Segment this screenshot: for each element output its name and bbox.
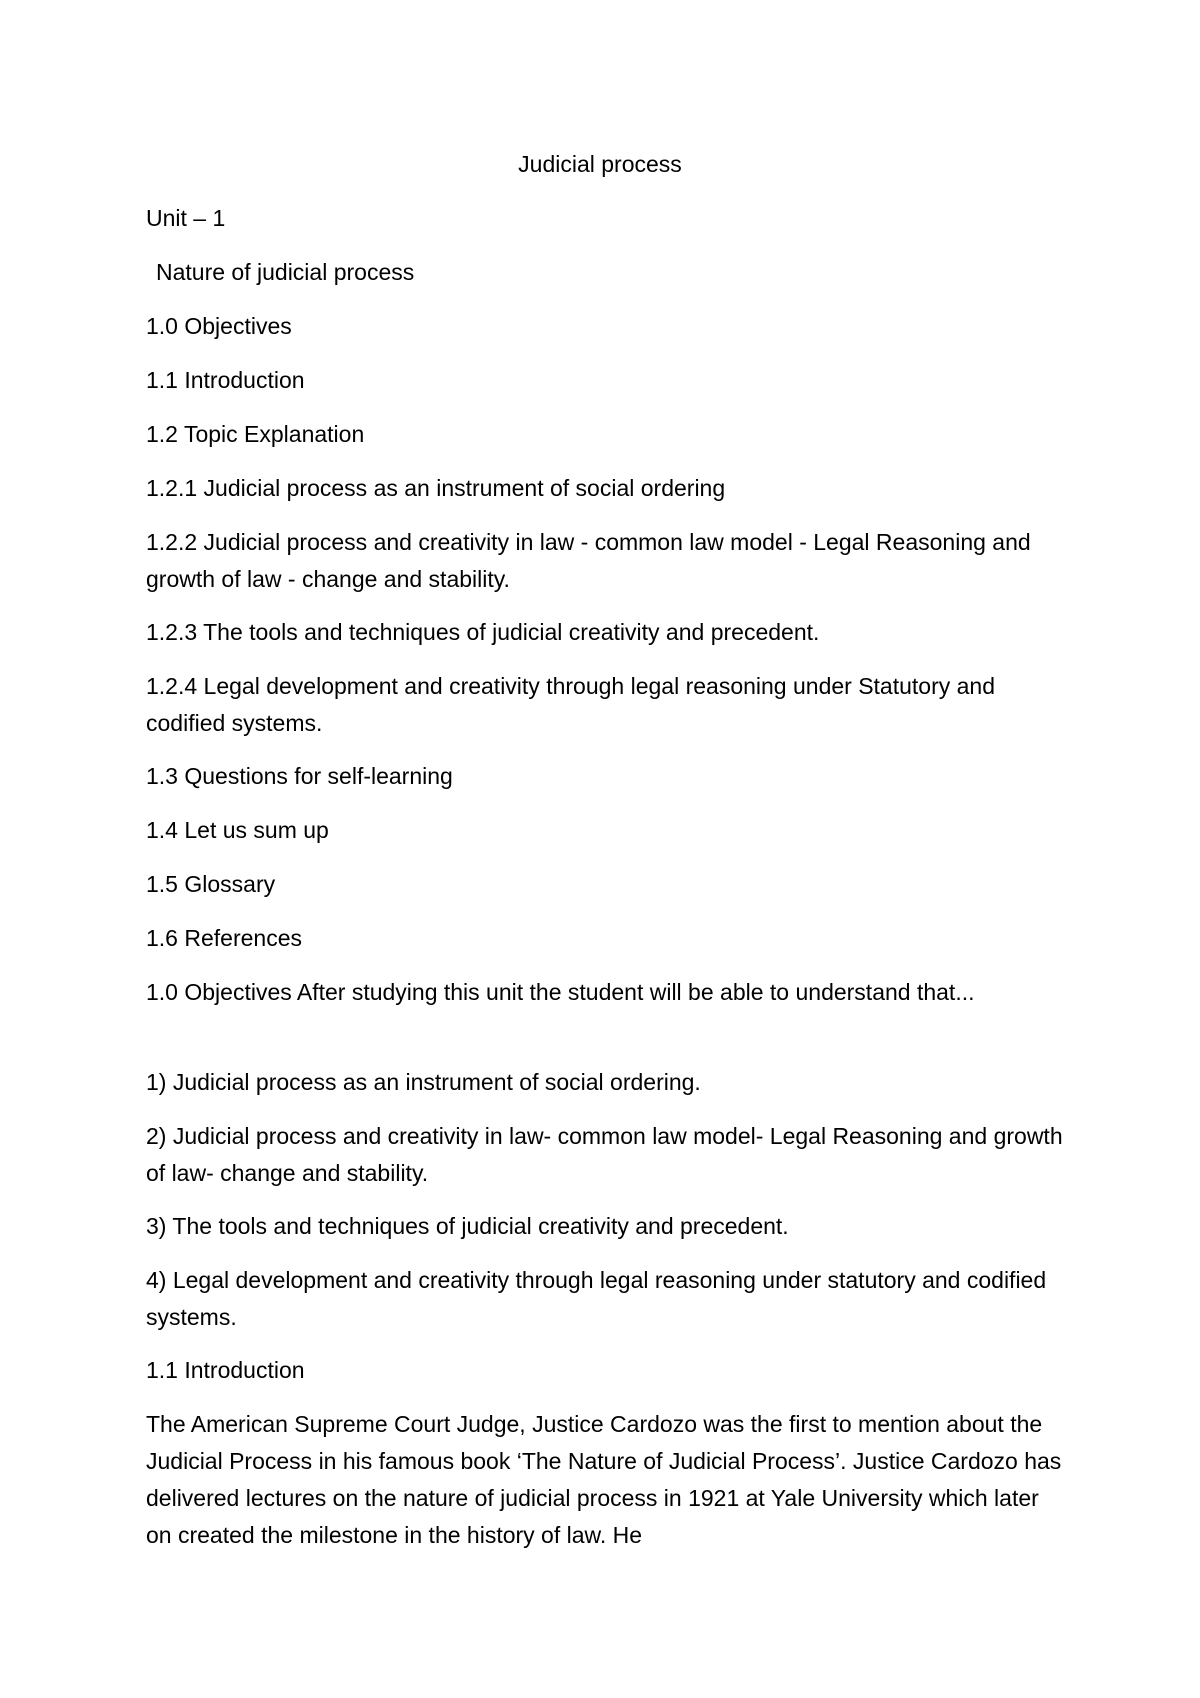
toc-item: 1.2.4 Legal development and creativity through legal reasoning under Statutory and codified systems. xyxy=(146,673,996,736)
toc-item: 1.2.1 Judicial process as an instrument of social ordering xyxy=(146,475,726,501)
objective-item: 2) Judicial process and creativity in law- common law model- Legal Reasoning and growth of law- change and stability. xyxy=(146,1123,1063,1186)
toc-item: 1.0 Objectives xyxy=(146,313,292,339)
introduction-heading: 1.1 Introduction xyxy=(146,1357,305,1383)
toc-item: 1.6 References xyxy=(146,925,302,951)
toc-item: 1.4 Let us sum up xyxy=(146,817,329,843)
introduction-paragraph: The American Supreme Court Judge, Justice Cardozo was the first to mention about the Judicial Process in his famous book ‘The Nature of Judicial Process’. Justice Cardozo has delivered lectures on the nature of judicial process in 1921 at Yale University which later on created the milestone in the history of law. He xyxy=(146,1411,1062,1548)
objectives-intro: 1.0 Objectives After studying this unit the student will be able to understand that... xyxy=(146,979,975,1005)
document-title: Judicial process xyxy=(518,151,682,177)
toc-item: 1.2 Topic Explanation xyxy=(146,421,365,447)
objective-item: 4) Legal development and creativity through legal reasoning under statutory and codified systems. xyxy=(146,1267,1047,1330)
objective-item: 3) The tools and techniques of judicial creativity and precedent. xyxy=(146,1213,789,1239)
unit-subtitle: Nature of judicial process xyxy=(156,259,415,285)
toc-item: 1.5 Glossary xyxy=(146,871,276,897)
toc-item: 1.3 Questions for self-learning xyxy=(146,763,453,789)
unit-label: Unit – 1 xyxy=(146,205,226,231)
objective-item: 1) Judicial process as an instrument of social ordering. xyxy=(146,1069,701,1095)
toc-item: 1.2.3 The tools and techniques of judicial creativity and precedent. xyxy=(146,619,820,645)
toc-item: 1.2.2 Judicial process and creativity in law - common law model - Legal Reasoning and growth of law - change and stability. xyxy=(146,529,1031,592)
toc-item: 1.1 Introduction xyxy=(146,367,305,393)
